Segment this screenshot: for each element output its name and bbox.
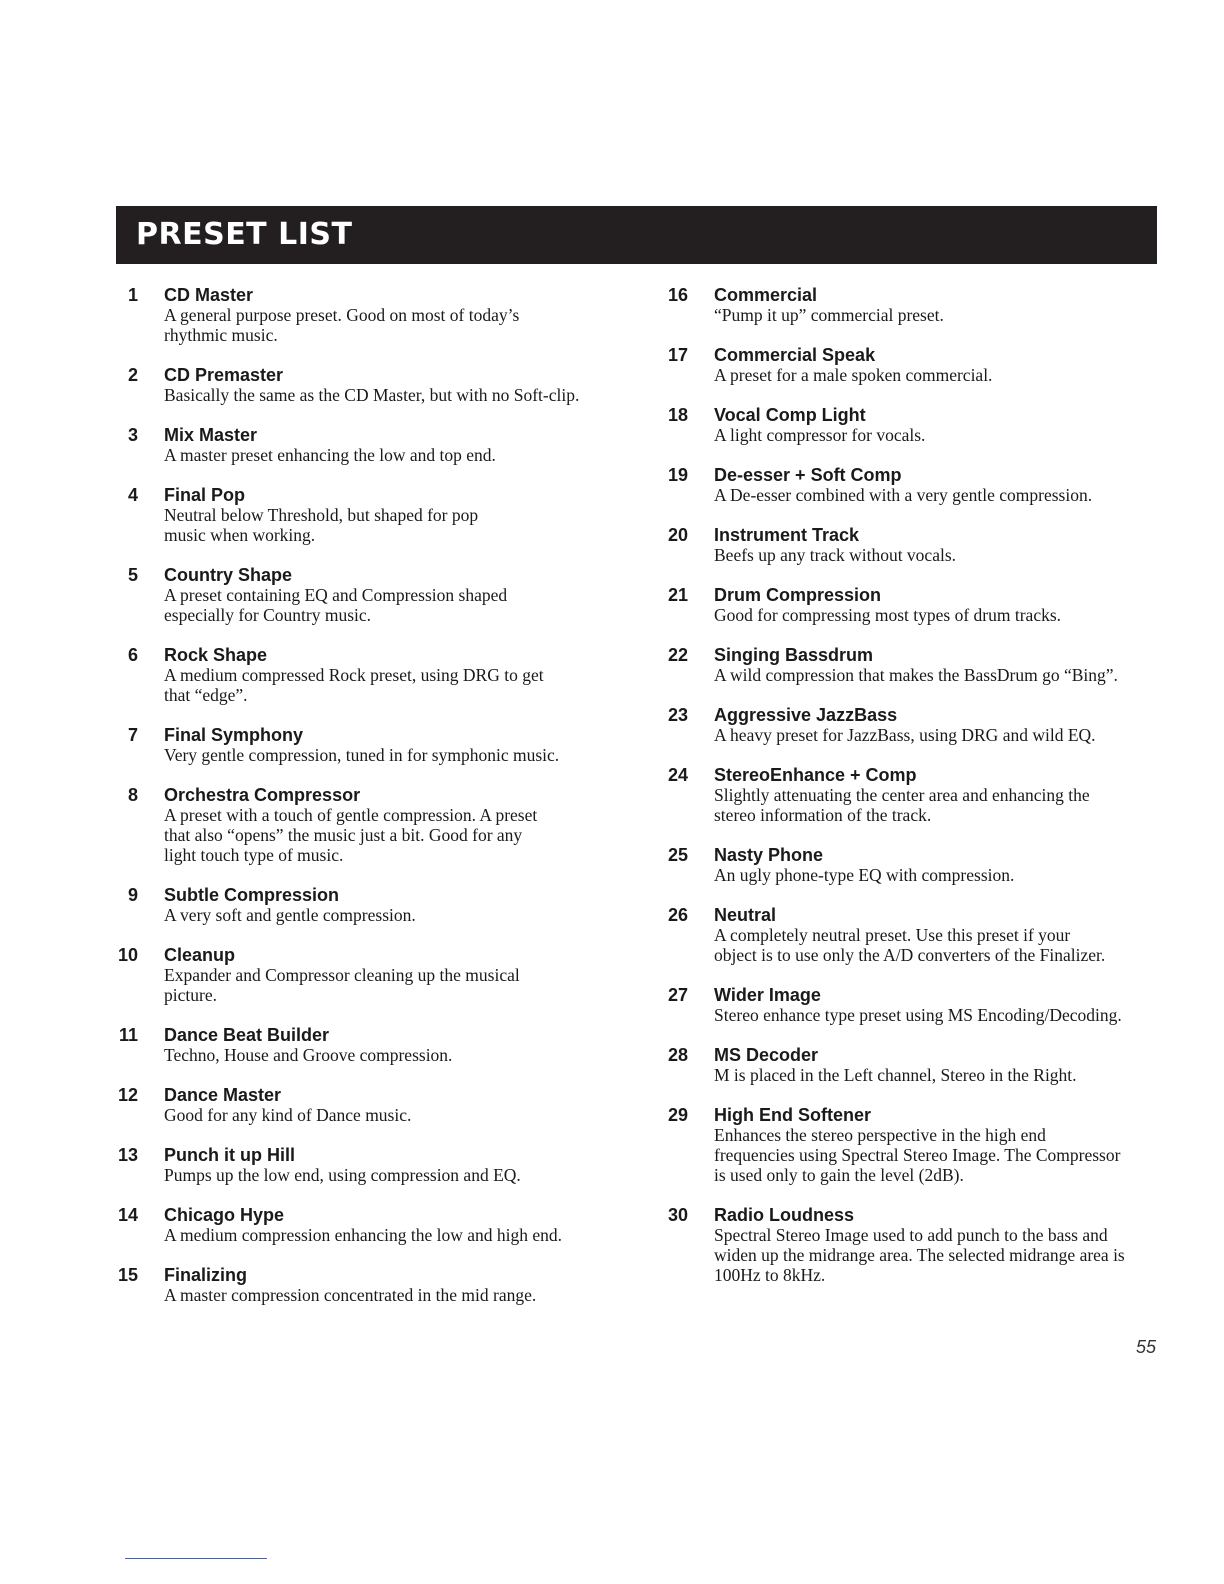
preset-number: 4 (127, 485, 138, 505)
preset-description-line: music when working. (164, 525, 316, 545)
preset-description-line: A medium compressed Rock preset, using DRG to get (164, 665, 544, 685)
preset-description-line: A preset for a male spoken commercial. (714, 365, 993, 385)
preset-name: Chicago Hype (164, 1205, 285, 1225)
preset-description-line: rhythmic music. (164, 325, 278, 345)
preset-description (164, 305, 519, 345)
preset-number: 22 (667, 645, 688, 665)
preset-number: 27 (667, 985, 688, 1005)
preset-name: Radio Loudness (714, 1205, 855, 1225)
preset-description-line: A master preset enhancing the low and top end. (164, 445, 496, 465)
preset-number: 28 (667, 1045, 688, 1065)
preset-description (714, 785, 1090, 825)
preset-description-line: Enhances the stereo perspective in the high end (714, 1125, 1046, 1145)
preset-description-line: that also “opens” the music just a bit. Good for any (164, 825, 523, 845)
preset-description (164, 665, 544, 705)
preset-name: Dance Master (164, 1085, 282, 1105)
preset-number: 21 (667, 585, 688, 605)
preset-number: 7 (127, 725, 138, 745)
preset-description (714, 305, 944, 325)
preset-description-line: A medium compression enhancing the low and high end. (164, 1225, 563, 1245)
preset-number: 14 (117, 1205, 138, 1225)
preset-description (714, 725, 1096, 745)
preset-number: 26 (667, 905, 688, 925)
preset-description-line: Very gentle compression, tuned in for symphonic music. (164, 745, 560, 765)
preset-name: High End Softener (714, 1105, 871, 1125)
preset-description-line: Good for any kind of Dance music. (164, 1105, 412, 1125)
preset-description-line: Slightly attenuating the center area and enhancing the (714, 785, 1090, 805)
preset-name: CD Master (164, 285, 254, 305)
preset-name: Final Pop (164, 485, 245, 505)
preset-number: 10 (117, 945, 138, 965)
preset-description-line: Expander and Compressor cleaning up the musical (164, 965, 520, 985)
preset-description-line: A preset containing EQ and Compression shaped (164, 585, 508, 605)
page-title: PRESET LIST (136, 217, 353, 252)
preset-description-line: An ugly phone-type EQ with compression. (714, 865, 1015, 885)
preset-description (164, 745, 559, 765)
preset-description (714, 1005, 1122, 1025)
preset-description-line: A master compression concentrated in the mid range. (164, 1285, 537, 1305)
preset-number: 17 (667, 345, 688, 365)
preset-description-line: A general purpose preset. Good on most of today’s (164, 305, 520, 325)
preset-description (714, 1065, 1077, 1085)
preset-name: Subtle Compression (164, 885, 340, 905)
preset-name: Instrument Track (714, 525, 860, 545)
preset-number: 23 (667, 705, 688, 725)
preset-description-line: Techno, House and Groove compression. (164, 1045, 453, 1065)
preset-name: Nasty Phone (714, 845, 824, 865)
preset-description-line: M is placed in the Left channel, Stereo in the Right. (714, 1065, 1077, 1085)
preset-number: 30 (667, 1205, 688, 1225)
preset-description (164, 445, 496, 465)
preset-number: 6 (127, 645, 138, 665)
preset-number: 3 (127, 425, 138, 445)
preset-description-line: A completely neutral preset. Use this preset if your (714, 925, 1071, 945)
preset-description (164, 1165, 521, 1185)
preset-number: 24 (667, 765, 688, 785)
preset-number: 13 (117, 1145, 138, 1165)
preset-name: De-esser + Soft Comp (714, 465, 902, 485)
preset-number: 11 (118, 1025, 138, 1045)
preset-name: StereoEnhance + Comp (714, 765, 917, 785)
preset-name: Drum Compression (714, 585, 882, 605)
preset-description-line: 100Hz to 8kHz. (714, 1265, 826, 1285)
preset-description (164, 965, 520, 1005)
preset-number: 15 (117, 1265, 138, 1285)
preset-description (164, 385, 579, 405)
preset-description-line: Good for compressing most types of drum tracks. (714, 605, 1062, 625)
footer-rule (125, 1558, 267, 1559)
preset-number: 16 (667, 285, 688, 305)
preset-name: Rock Shape (164, 645, 268, 665)
preset-number: 12 (117, 1085, 138, 1105)
preset-name: Commercial Speak (714, 345, 876, 365)
preset-description-line: that “edge”. (164, 685, 248, 705)
preset-name: Wider Image (714, 985, 821, 1005)
preset-description-line: A De-esser combined with a very gentle compression. (714, 485, 1093, 505)
preset-description-line: picture. (164, 985, 217, 1005)
preset-name: Country Shape (164, 565, 293, 585)
preset-number: 18 (667, 405, 688, 425)
preset-description (714, 1125, 1120, 1185)
preset-description (714, 665, 1118, 685)
title-bar (116, 206, 1157, 264)
preset-description-line: “Pump it up” commercial preset. (714, 305, 944, 325)
preset-description-line: widen up the midrange area. The selected midrange area is (714, 1245, 1125, 1265)
preset-number: 1 (127, 285, 138, 305)
preset-description-line: Spectral Stereo Image used to add punch to the bass and (714, 1225, 1108, 1245)
preset-description (164, 505, 478, 545)
preset-description (714, 925, 1105, 965)
preset-name: Final Symphony (164, 725, 304, 745)
preset-description (714, 425, 925, 445)
page-number: 55 (1135, 1337, 1156, 1357)
preset-description-line: A heavy preset for JazzBass, using DRG and wild EQ. (714, 725, 1096, 745)
preset-number: 5 (127, 565, 138, 585)
preset-number: 20 (667, 525, 688, 545)
preset-description (164, 1285, 536, 1305)
preset-description-line: A very soft and gentle compression. (164, 905, 416, 925)
preset-description-line: is used only to gain the level (2dB). (714, 1165, 964, 1185)
preset-number: 25 (667, 845, 688, 865)
preset-name: Punch it up Hill (164, 1145, 295, 1165)
preset-description-line: A wild compression that makes the BassDrum go “Bing”. (714, 665, 1118, 685)
preset-description-line: Basically the same as the CD Master, but with no Soft-clip. (164, 385, 580, 405)
preset-number: 2 (127, 365, 138, 385)
preset-description-line: Neutral below Threshold, but shaped for pop (164, 505, 479, 525)
preset-name: Orchestra Compressor (164, 785, 361, 805)
preset-description-line: A light compressor for vocals. (714, 425, 926, 445)
preset-description (164, 1105, 411, 1125)
preset-description-line: Pumps up the low end, using compression and EQ. (164, 1165, 521, 1185)
preset-description (714, 1225, 1125, 1285)
preset-name: Cleanup (164, 945, 236, 965)
preset-description-line: frequencies using Spectral Stereo Image. The Compressor (714, 1145, 1121, 1165)
preset-name: Neutral (714, 905, 777, 925)
preset-description (714, 865, 1014, 885)
preset-description (164, 585, 507, 625)
preset-name: Mix Master (164, 425, 258, 445)
preset-description (714, 365, 992, 385)
preset-name: Finalizing (164, 1265, 247, 1285)
preset-number: 8 (127, 785, 138, 805)
preset-number: 19 (667, 465, 688, 485)
preset-description (164, 905, 416, 925)
preset-name: Aggressive JazzBass (714, 705, 898, 725)
preset-description-line: stereo information of the track. (714, 805, 932, 825)
preset-description (714, 605, 1061, 625)
preset-description (164, 805, 537, 865)
preset-name: Vocal Comp Light (714, 405, 866, 425)
preset-number: 9 (127, 885, 138, 905)
preset-description-line: especially for Country music. (164, 605, 372, 625)
preset-name: Singing Bassdrum (714, 645, 874, 665)
preset-description-line: object is to use only the A/D converters of the Finalizer. (714, 945, 1106, 965)
preset-description (164, 1045, 452, 1065)
preset-description (714, 485, 1092, 505)
preset-description (714, 545, 956, 565)
preset-number: 29 (667, 1105, 688, 1125)
preset-name: CD Premaster (164, 365, 284, 385)
preset-description (164, 1225, 562, 1245)
preset-description-line: A preset with a touch of gentle compression. A preset (164, 805, 538, 825)
preset-name: Commercial (714, 285, 818, 305)
preset-description-line: Beefs up any track without vocals. (714, 545, 957, 565)
preset-description-line: light touch type of music. (164, 845, 344, 865)
preset-name: MS Decoder (714, 1045, 819, 1065)
preset-description-line: Stereo enhance type preset using MS Encoding/Decoding. (714, 1005, 1122, 1025)
preset-name: Dance Beat Builder (164, 1025, 330, 1045)
